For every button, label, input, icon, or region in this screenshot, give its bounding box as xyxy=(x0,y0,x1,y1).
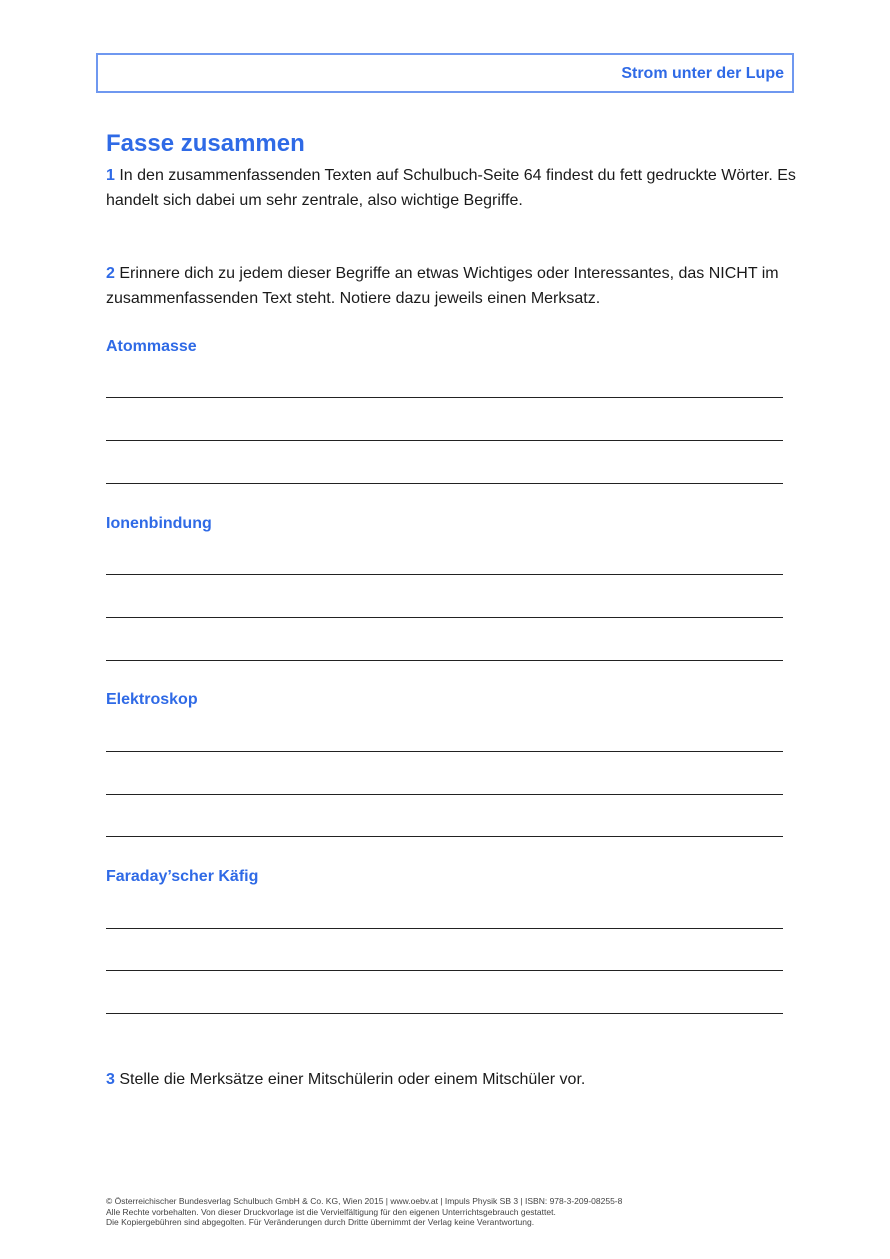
answer-line[interactable] xyxy=(106,397,783,398)
task-3 xyxy=(106,1067,796,1092)
footer-fees: Die Kopiergebühren sind abgegolten. Für Veränderungen durch Dritte übernimmt der Verlag keine Verantwortung. xyxy=(106,1217,535,1227)
task-2-text: Erinnere dich zu jedem dieser Begriffe an etwas Wichtiges oder Interessantes, das NICHT im zusammenfassenden Text steht. Notiere dazu jeweils einen Merksatz. xyxy=(106,265,779,307)
footer-rights: Alle Rechte vorbehalten. Von dieser Druckvorlage ist die Vervielfältigung für den eigenen Unterrichtsgebrauch gestattet. xyxy=(106,1206,556,1217)
answer-line[interactable] xyxy=(106,617,783,618)
answer-line[interactable] xyxy=(106,660,783,661)
task-2 xyxy=(106,261,796,311)
task-3-number: 3 xyxy=(106,1071,115,1088)
task-3-text: Stelle die Merksätze einer Mitschülerin oder einem Mitschüler vor. xyxy=(119,1071,586,1088)
task-1-number: 1 xyxy=(106,167,115,184)
task-1-text: In den zusammenfassenden Texten auf Schulbuch-Seite 64 findest du fett gedruckte Wörter. Es handelt sich dabei um sehr zentrale, also wichtige Begriffe. xyxy=(106,167,796,209)
task-1 xyxy=(106,163,796,213)
answer-line[interactable] xyxy=(106,574,783,575)
term-heading-atommasse: Atommasse xyxy=(106,338,197,355)
answer-line[interactable] xyxy=(106,1013,783,1014)
answer-line[interactable] xyxy=(106,836,783,837)
task-2-number: 2 xyxy=(106,265,115,282)
term-heading-ionenbindung: Ionenbindung xyxy=(106,515,212,532)
term-heading-elektroskop: Elektroskop xyxy=(106,691,198,708)
answer-line[interactable] xyxy=(106,970,783,971)
footer xyxy=(106,1196,806,1228)
page-title: Fasse zusammen xyxy=(106,130,305,157)
term-heading-faraday-kaefig: Faraday’scher Käfig xyxy=(106,868,259,885)
answer-line[interactable] xyxy=(106,794,783,795)
answer-line[interactable] xyxy=(106,751,783,752)
answer-line[interactable] xyxy=(106,928,783,929)
header-title: Strom unter der Lupe xyxy=(621,65,784,82)
header-box xyxy=(96,53,794,93)
answer-line[interactable] xyxy=(106,440,783,441)
answer-line[interactable] xyxy=(106,483,783,484)
footer-copyright: © Österreichischer Bundesverlag Schulbuch GmbH & Co. KG, Wien 2015 | www.oebv.at | Impuls Physik SB 3 | ISBN: 978-3-209-08255-8 xyxy=(106,1196,623,1206)
